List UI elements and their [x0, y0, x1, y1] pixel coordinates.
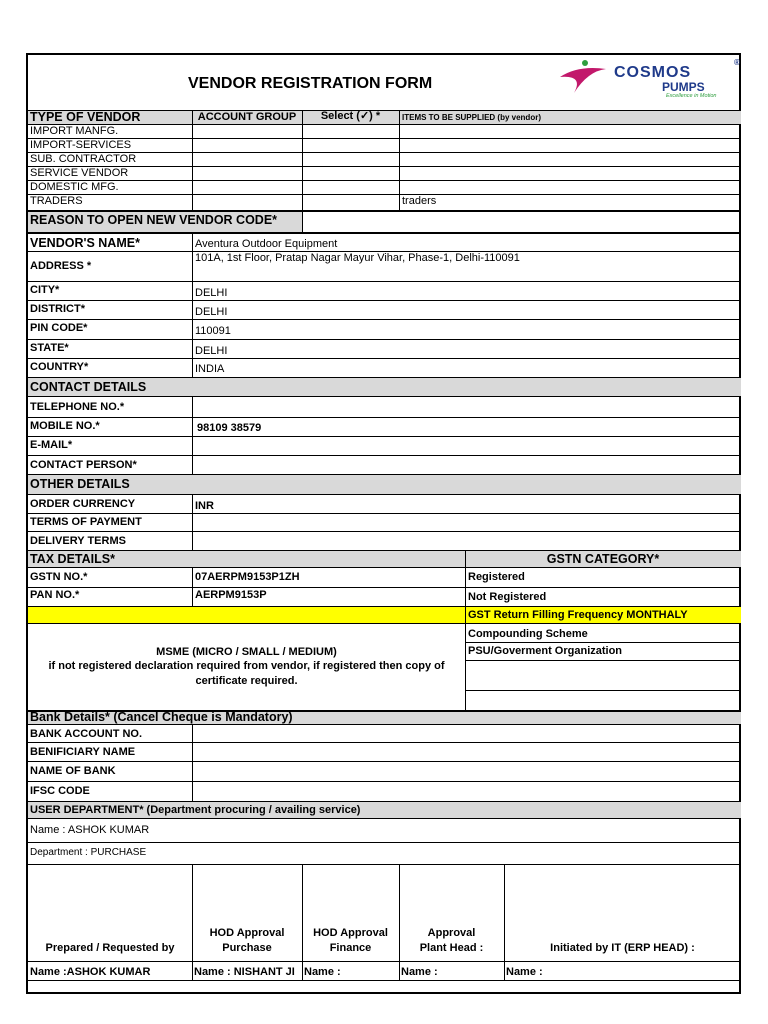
contact-details-header: CONTACT DETAILS	[30, 380, 147, 394]
hod-purchase-label-1: HOD Approval	[209, 927, 285, 939]
gstn-no-value: 07AERPM9153P1ZH	[195, 571, 300, 583]
bank-details-header: Bank Details* (Cancel Cheque is Mandatory)	[30, 710, 293, 724]
tax-details-header: TAX DETAILS*	[30, 552, 115, 566]
city-value: DELHI	[195, 287, 228, 299]
msme-title: MSME (MICRO / SMALL / MEDIUM)	[156, 646, 337, 658]
it-erp-head-name: Name :	[506, 966, 543, 978]
plant-head-name: Name :	[401, 966, 438, 978]
vendor-type-traders: TRADERS	[30, 195, 83, 207]
logo-registered-mark: ®	[734, 58, 740, 67]
gstn-category-header: GSTN CATEGORY*	[546, 552, 660, 566]
user-department-header: USER DEPARTMENT* (Department procuring / availing service)	[30, 804, 361, 816]
gstn-category-registered: Registered	[468, 571, 525, 583]
hod-finance-label-1: HOD Approval	[313, 927, 388, 939]
gstn-category-compounding: Compounding Scheme	[468, 628, 588, 640]
hod-purchase-name: Name : NISHANT JI	[194, 966, 295, 978]
select-header: Select (✓) *	[320, 110, 381, 122]
plant-head-label-1: Approval	[427, 927, 476, 939]
type-of-vendor-header: TYPE OF VENDOR	[30, 110, 141, 124]
address-label: ADDRESS *	[30, 260, 92, 272]
logo-tagline: Excellence in Motion	[666, 93, 717, 99]
cosmos-pumps-logo	[558, 57, 740, 107]
items-supplied-header: ITEMS TO BE SUPPLIED (by vendor)	[402, 113, 541, 122]
beneficiary-name-label: BENIFICIARY NAME	[30, 746, 136, 758]
vendor-name-label: VENDOR'S NAME*	[30, 236, 140, 250]
bank-account-label: BANK ACCOUNT NO.	[30, 728, 143, 740]
state-label: STATE*	[30, 342, 69, 354]
state-value: DELHI	[195, 345, 228, 357]
district-value: DELHI	[195, 306, 228, 318]
prepared-by-label: Prepared / Requested by	[45, 942, 175, 954]
prepared-by-name: Name :ASHOK KUMAR	[30, 966, 151, 978]
contact-person-label: CONTACT PERSON*	[30, 459, 137, 471]
name-of-bank-label: NAME OF BANK	[30, 765, 116, 777]
hod-purchase-label-2: Purchase	[222, 942, 272, 954]
user-department: Department : PURCHASE	[30, 847, 147, 858]
terms-of-payment-label: TERMS OF PAYMENT	[30, 516, 142, 528]
vendor-type-import-services: IMPORT-SERVICES	[30, 139, 132, 151]
vendor-type-domestic-mfg: DOMESTIC MFG.	[30, 181, 119, 193]
logo-brand: COSMOS	[614, 64, 692, 81]
district-label: DISTRICT*	[30, 303, 85, 315]
address-value: 101A, 1st Floor, Pratap Nagar Mayur Vihar, Phase-1, Delhi-110091	[195, 252, 520, 264]
vendor-name-value: Aventura Outdoor Equipment	[195, 238, 338, 250]
hod-finance-name: Name :	[304, 966, 341, 978]
account-group-header: ACCOUNT GROUP	[197, 111, 297, 123]
mobile-value: 98109 38579	[197, 422, 262, 434]
email-label: E-MAIL*	[30, 439, 73, 451]
vendor-type-service-vendor: SERVICE VENDOR	[30, 167, 129, 179]
pin-code-value: 110091	[195, 325, 231, 337]
telephone-label: TELEPHONE NO.*	[30, 401, 125, 413]
other-details-header: OTHER DETAILS	[30, 477, 130, 491]
pin-code-label: PIN CODE*	[30, 322, 88, 334]
it-erp-head-label: Initiated by IT (ERP HEAD) :	[550, 942, 695, 954]
vendor-registration-form	[26, 53, 741, 994]
pan-no-label: PAN NO.*	[30, 589, 80, 601]
msme-line-3: certificate required.	[195, 675, 298, 687]
logo-brand-pumps: PUMPS	[662, 80, 705, 94]
gstn-category-not-registered: Not Registered	[468, 591, 547, 603]
form-title: VENDOR REGISTRATION FORM	[188, 75, 433, 92]
msme-line-2: if not registered declaration required from vendor, if registered then copy of	[48, 660, 445, 672]
user-name: Name : ASHOK KUMAR	[30, 824, 150, 836]
country-label: COUNTRY*	[30, 361, 89, 373]
plant-head-label-2: Plant Head :	[419, 942, 484, 954]
mobile-label: MOBILE NO.*	[30, 420, 100, 432]
order-currency-label: ORDER CURRENCY	[30, 498, 136, 510]
yellow-highlight-row	[28, 606, 465, 623]
vendor-type-import-manfg: IMPORT MANFG.	[30, 125, 119, 137]
hod-finance-label-2: Finance	[329, 942, 372, 954]
traders-items-value: traders	[402, 195, 437, 207]
vendor-type-sub-contractor: SUB. CONTRACTOR	[30, 153, 137, 165]
gstn-category-return-frequency: GST Return Filling Frequency MONTHALY	[468, 609, 688, 621]
ifsc-code-label: IFSC CODE	[30, 785, 90, 797]
pan-no-value: AERPM9153P	[195, 589, 267, 601]
country-value: INDIA	[195, 363, 225, 375]
gstn-category-psu: PSU/Goverment Organization	[468, 645, 623, 657]
reason-label: REASON TO OPEN NEW VENDOR CODE*	[30, 213, 278, 227]
order-currency-value: INR	[195, 500, 214, 512]
gstn-no-label: GSTN NO.*	[30, 571, 88, 583]
city-label: CITY*	[30, 284, 60, 296]
delivery-terms-label: DELIVERY TERMS	[30, 535, 126, 547]
